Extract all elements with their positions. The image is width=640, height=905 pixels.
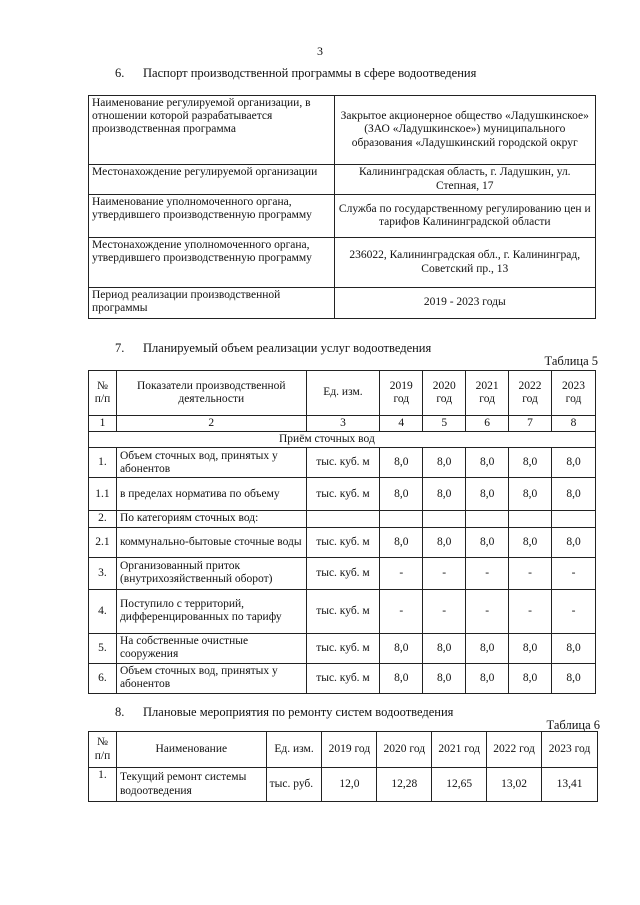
row-value: 12,0	[322, 768, 377, 802]
row-num: 3.	[89, 557, 117, 589]
header-year: 2019 год	[322, 732, 377, 768]
row-value: 8,0	[509, 527, 552, 557]
row-value	[552, 511, 596, 527]
row-value	[466, 511, 509, 527]
col-number: 7	[509, 416, 552, 432]
row-num: 1.	[89, 448, 117, 478]
row-unit: тыс. куб. м	[306, 448, 380, 478]
page-number: 3	[317, 44, 323, 58]
row-unit: тыс. руб.	[266, 768, 322, 802]
table5-group-row	[89, 432, 596, 448]
row-value: 8,0	[423, 663, 466, 693]
row-value: -	[552, 589, 596, 633]
section8-title: Плановые мероприятия по ремонту систем водоотведения	[143, 705, 454, 719]
table-row	[89, 557, 596, 589]
row-num: 1.1	[89, 478, 117, 511]
passport-row	[89, 288, 596, 319]
row-name: Организованный приток (внутрихозяйственный оборот)	[116, 557, 306, 589]
section7-title: Планируемый объем реализации услуг водоотведения	[143, 341, 432, 355]
row-value: 8,0	[380, 663, 423, 693]
row-value: 12,65	[432, 768, 487, 802]
header-year: 2023 год	[552, 371, 596, 416]
row-value: 13,41	[542, 768, 598, 802]
passport-row	[89, 96, 596, 165]
header-year: 2021 год	[432, 732, 487, 768]
passport-value: Служба по государственному регулированию цен и тарифов Калининградской области	[334, 195, 595, 238]
row-value: 8,0	[380, 633, 423, 663]
row-value: 8,0	[466, 448, 509, 478]
header-num: № п/п	[89, 732, 117, 768]
row-value: 8,0	[466, 527, 509, 557]
row-unit: тыс. куб. м	[306, 527, 380, 557]
row-num: 2.1	[89, 527, 117, 557]
passport-label: Местонахождение уполномоченного органа, утвердившего производственную программу	[89, 238, 335, 288]
row-value: -	[509, 557, 552, 589]
row-unit	[306, 511, 380, 527]
table-row	[89, 511, 596, 527]
col-number: 1	[89, 416, 117, 432]
row-value: 8,0	[509, 633, 552, 663]
table-row	[89, 448, 596, 478]
section8-number: 8.	[115, 705, 125, 719]
row-name: На собственные очистные сооружения	[116, 633, 306, 663]
section6-heading	[115, 66, 476, 81]
col-number: 4	[380, 416, 423, 432]
header-year: 2023 год	[542, 732, 598, 768]
row-value: 8,0	[552, 448, 596, 478]
row-value: 8,0	[552, 633, 596, 663]
col-number: 8	[552, 416, 596, 432]
table-row	[89, 589, 596, 633]
table5-colnum-row	[89, 416, 596, 432]
table6-header-row	[89, 732, 598, 768]
row-value: -	[509, 589, 552, 633]
row-value: 8,0	[552, 663, 596, 693]
passport-table	[88, 95, 596, 319]
row-value: 8,0	[423, 478, 466, 511]
row-value: -	[423, 557, 466, 589]
header-year: 2022 год	[487, 732, 542, 768]
row-num: 4.	[89, 589, 117, 633]
passport-row	[89, 165, 596, 195]
table-row	[89, 768, 598, 802]
row-unit: тыс. куб. м	[306, 589, 380, 633]
row-value: 13,02	[487, 768, 542, 802]
row-num: 6.	[89, 663, 117, 693]
row-num: 1.	[89, 768, 117, 802]
header-year: 2021 год	[466, 371, 509, 416]
row-value: -	[466, 557, 509, 589]
row-value: -	[380, 557, 423, 589]
header-unit: Ед. изм.	[266, 732, 322, 768]
col-number: 6	[466, 416, 509, 432]
section6-number: 6.	[115, 66, 125, 80]
row-value	[423, 511, 466, 527]
passport-value: 2019 - 2023 годы	[334, 288, 595, 319]
col-number: 5	[423, 416, 466, 432]
passport-label: Наименование уполномоченного органа, утвердившего производственную программу	[89, 195, 335, 238]
table5-header-row	[89, 371, 596, 416]
row-value: 8,0	[466, 633, 509, 663]
row-unit: тыс. куб. м	[306, 663, 380, 693]
section7-heading	[115, 341, 431, 356]
header-year: 2020 год	[377, 732, 432, 768]
passport-value: Закрытое акционерное общество «Ладушкинское» (ЗАО «Ладушкинское») муниципального образования «Ладушкинский городской округ	[334, 96, 595, 165]
col-number: 2	[116, 416, 306, 432]
row-name: Объем сточных вод, принятых у абонентов	[116, 663, 306, 693]
header-num: № п/п	[89, 371, 117, 416]
row-value: -	[552, 557, 596, 589]
passport-label: Местонахождение регулируемой организации	[89, 165, 335, 195]
passport-label: Период реализации производственной программы	[89, 288, 335, 319]
row-name: Объем сточных вод, принятых у абонентов	[116, 448, 306, 478]
row-value: -	[423, 589, 466, 633]
header-unit: Ед. изм.	[306, 371, 380, 416]
row-value	[509, 511, 552, 527]
row-value: 8,0	[380, 478, 423, 511]
header-name: Наименование	[116, 732, 266, 768]
passport-label: Наименование регулируемой организации, в отношении которой разрабатывается производственная программа	[89, 96, 335, 165]
row-value: 8,0	[380, 448, 423, 478]
passport-row	[89, 195, 596, 238]
row-value: 8,0	[509, 663, 552, 693]
table-row	[89, 633, 596, 663]
group-title: Приём сточных вод	[89, 432, 596, 448]
passport-row	[89, 238, 596, 288]
row-name: Поступило с территорий, дифференцированных по тарифу	[116, 589, 306, 633]
row-num: 2.	[89, 511, 117, 527]
row-value: 8,0	[423, 448, 466, 478]
header-year: 2022 год	[509, 371, 552, 416]
section8-heading	[115, 705, 453, 720]
row-value	[380, 511, 423, 527]
row-num: 5.	[89, 633, 117, 663]
table5-caption: Таблица 5	[544, 354, 598, 368]
table6-caption: Таблица 6	[546, 718, 600, 732]
row-unit: тыс. куб. м	[306, 557, 380, 589]
row-value: -	[380, 589, 423, 633]
row-name: По категориям сточных вод:	[116, 511, 306, 527]
row-value: 12,28	[377, 768, 432, 802]
table-row	[89, 478, 596, 511]
repair-table	[88, 731, 598, 802]
row-value: 8,0	[552, 478, 596, 511]
row-value: 8,0	[509, 448, 552, 478]
row-value: -	[466, 589, 509, 633]
row-unit: тыс. куб. м	[306, 478, 380, 511]
row-value: 8,0	[423, 527, 466, 557]
row-name: в пределах норматива по объему	[116, 478, 306, 511]
row-name: коммунально-бытовые сточные воды	[116, 527, 306, 557]
header-year: 2019 год	[380, 371, 423, 416]
table-row	[89, 527, 596, 557]
row-value: 8,0	[509, 478, 552, 511]
row-value: 8,0	[466, 478, 509, 511]
volume-table	[88, 370, 596, 694]
passport-value: 236022, Калининградская обл., г. Калининград, Советский пр., 13	[334, 238, 595, 288]
row-value: 8,0	[380, 527, 423, 557]
header-year: 2020 год	[423, 371, 466, 416]
row-value: 8,0	[423, 633, 466, 663]
section6-title: Паспорт производственной программы в сфере водоотведения	[143, 66, 477, 80]
table-row	[89, 663, 596, 693]
row-unit: тыс. куб. м	[306, 633, 380, 663]
row-value: 8,0	[466, 663, 509, 693]
row-value: 8,0	[552, 527, 596, 557]
row-name: Текущий ремонт системы водоотведения	[116, 768, 266, 802]
passport-value: Калининградская область, г. Ладушкин, ул. Степная, 17	[334, 165, 595, 195]
col-number: 3	[306, 416, 380, 432]
header-indicator: Показатели производственной деятельности	[116, 371, 306, 416]
section7-number: 7.	[115, 341, 125, 355]
